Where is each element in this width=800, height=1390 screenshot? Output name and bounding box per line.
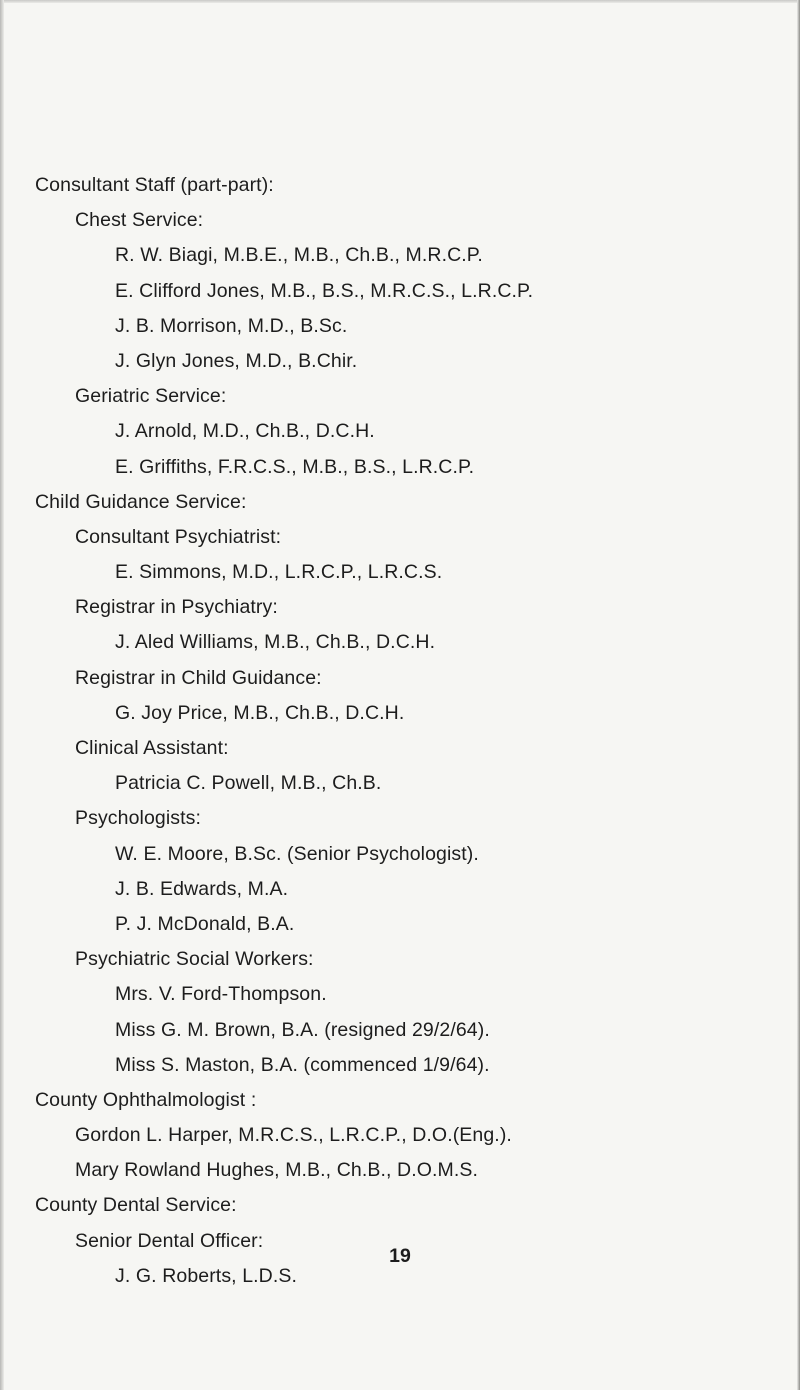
subheading-registrar-psychiatry: Registrar in Psychiatry: <box>75 596 278 619</box>
subheading-senior-dental-officer: Senior Dental Officer: <box>75 1229 264 1252</box>
subheading-psychologists: Psychologists: <box>75 807 202 830</box>
staff-entry: J. Aled Williams, M.B., Ch.B., D.C.H. <box>115 631 436 654</box>
staff-listing <box>35 168 795 1294</box>
section-heading-dental-service: County Dental Service: <box>35 1194 237 1217</box>
section-heading-child-guidance: Child Guidance Service: <box>35 490 247 513</box>
staff-entry: E. Griffiths, F.R.C.S., M.B., B.S., L.R.C.P. <box>115 455 475 478</box>
section-heading-consultant-staff: Consultant Staff (part-part): <box>35 174 274 196</box>
subheading-registrar-child-guidance: Registrar in Child Guidance: <box>75 666 322 689</box>
staff-entry: J. B. Morrison, M.D., B.Sc. <box>115 314 348 337</box>
staff-entry: Mary Rowland Hughes, M.B., Ch.B., D.O.M.S. <box>75 1159 478 1182</box>
staff-entry: Miss G. M. Brown, B.A. (resigned 29/2/64). <box>115 1018 490 1041</box>
staff-entry: Mrs. V. Ford-Thompson. <box>115 983 327 1006</box>
staff-entry: E. Simmons, M.D., L.R.C.P., L.R.C.S. <box>115 561 443 584</box>
subheading-psychiatric-social-workers: Psychiatric Social Workers: <box>75 948 314 971</box>
staff-entry: W. E. Moore, B.Sc. (Senior Psychologist). <box>115 842 479 865</box>
staff-entry: R. W. Biagi, M.B.E., M.B., Ch.B., M.R.C.P. <box>115 244 483 267</box>
page-left-edge <box>0 0 4 1390</box>
page-number: 19 <box>389 1245 411 1267</box>
staff-entry: Miss S. Maston, B.A. (commenced 1/9/64). <box>115 1053 490 1076</box>
subheading-clinical-assistant: Clinical Assistant: <box>75 737 229 759</box>
staff-entry: Gordon L. Harper, M.R.C.S., L.R.C.P., D.O.(Eng.). <box>75 1124 512 1147</box>
subheading-geriatric-service: Geriatric Service: <box>75 385 227 408</box>
staff-entry: Patricia C. Powell, M.B., Ch.B. <box>115 772 382 795</box>
staff-entry: P. J. McDonald, B.A. <box>115 912 295 935</box>
subheading-consultant-psychiatrist: Consultant Psychiatrist: <box>75 525 282 548</box>
staff-entry: E. Clifford Jones, M.B., B.S., M.R.C.S., L.R.C.P. <box>115 279 534 302</box>
subheading-chest-service: Chest Service: <box>75 209 204 232</box>
staff-entry: J. Glyn Jones, M.D., B.Chir. <box>115 349 358 372</box>
staff-entry: G. Joy Price, M.B., Ch.B., D.C.H. <box>115 701 405 724</box>
section-heading-ophthalmologist: County Ophthalmologist : <box>35 1088 257 1111</box>
staff-entry: J. G. Roberts, L.D.S. <box>115 1264 297 1287</box>
staff-entry: J. B. Edwards, M.A. <box>115 877 289 900</box>
page-top-edge <box>0 0 800 3</box>
staff-entry: J. Arnold, M.D., Ch.B., D.C.H. <box>115 420 375 443</box>
